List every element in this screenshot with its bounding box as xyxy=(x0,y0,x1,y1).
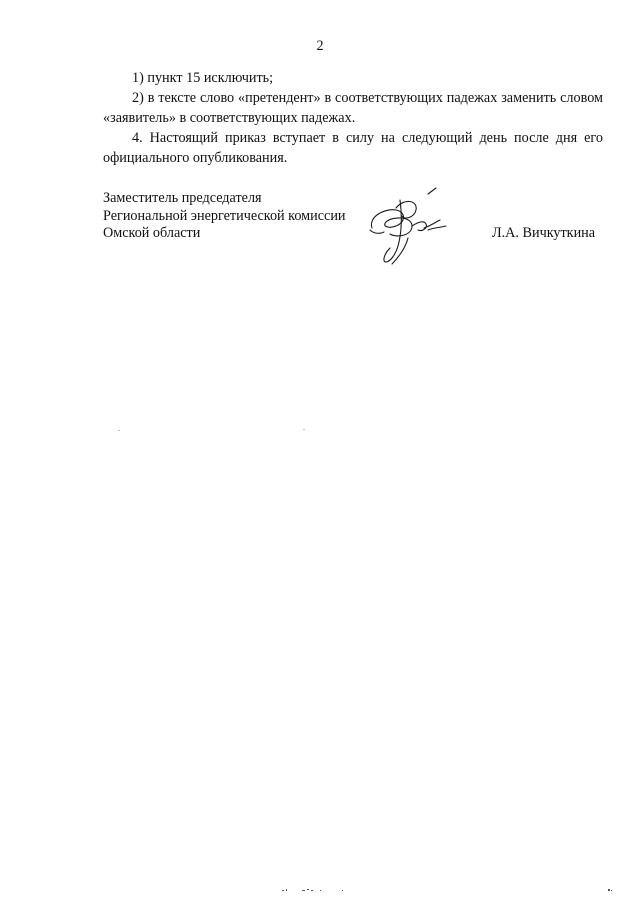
scan-artifact xyxy=(280,887,350,893)
scan-artifact xyxy=(600,887,620,893)
signatory-title-line: Региональной энергетической комиссии xyxy=(103,207,346,224)
document-body xyxy=(103,68,603,168)
scan-artifact xyxy=(118,430,120,431)
signatory-title-line: Заместитель председателя xyxy=(103,190,262,206)
signatory-title-line: Омской области xyxy=(103,225,201,241)
paragraph-item-2: 2) в тексте слово «претендент» в соответствующих падежах заменить словом «заявитель» в соответствующих падежах. xyxy=(103,90,603,126)
paragraph-item-1: 1) пункт 15 исключить; xyxy=(132,70,274,86)
paragraph-item-4: 4. Настоящий приказ вступает в силу на следующий день после дня его официального опубликования. xyxy=(103,130,603,166)
page-number: 2 xyxy=(316,38,324,54)
scan-artifact xyxy=(303,429,305,430)
signatory-name: Л.А. Вичкуткина xyxy=(492,225,596,241)
signatory-title xyxy=(103,190,373,243)
handwritten-signature xyxy=(366,186,452,268)
